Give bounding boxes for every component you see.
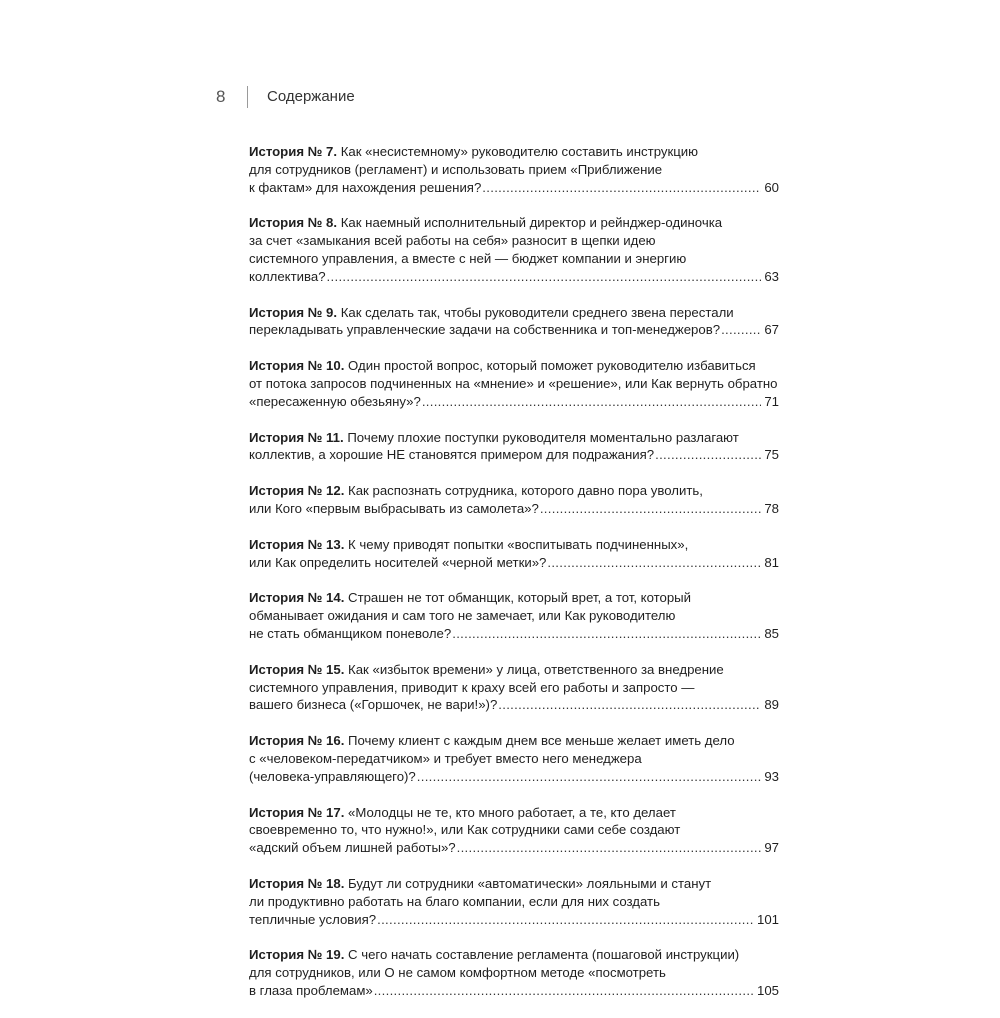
toc-entry[interactable] [249, 536, 779, 572]
toc-entry[interactable] [249, 661, 779, 714]
toc-entry-first-line [249, 143, 779, 161]
toc-entry[interactable] [249, 143, 779, 196]
toc-entry-first-line [249, 357, 779, 375]
toc-entry-text: Как сделать так, чтобы руководители среднего звена перестали [337, 304, 734, 320]
toc-entry-line: для сотрудников, или О не самом комфортном методе «посмотреть [249, 965, 666, 981]
toc-page-number[interactable]: 93 [764, 768, 779, 784]
toc-entry-text: перекладывать управленческие задачи на собственника и топ-менеджеров? [249, 322, 721, 338]
toc-entry-last-line [249, 554, 779, 572]
dot-leader [327, 268, 762, 286]
toc-entry-line: системного управления, приводит к краху всей его работы и запросто — [249, 679, 695, 695]
toc-entry-text: Как «избыток времени» у лица, ответственного за внедрение [344, 661, 724, 677]
toc-entry[interactable] [249, 804, 779, 857]
toc-entry-text: тепличные условия? [249, 911, 377, 927]
dot-leader [417, 768, 762, 786]
dot-leader [482, 179, 761, 197]
toc-entry[interactable] [249, 304, 779, 340]
toc-entry-last-line [249, 696, 779, 714]
toc-entry-label: История № 10. [249, 358, 345, 374]
toc-entry-label: История № 9. [249, 304, 338, 320]
toc-entry-text: Почему клиент с каждым днем все меньше желает иметь дело [344, 733, 735, 749]
toc-entry-text: Будут ли сотрудники «автоматически» лояльными и станут [344, 875, 712, 891]
toc-entry-label: История № 19. [249, 947, 345, 963]
running-header [0, 84, 1000, 110]
toc-entry-text: К чему приводят попытки «воспитывать подчиненных», [344, 536, 689, 552]
toc-entry-label: История № 15. [249, 661, 345, 677]
toc-entry-text: не стать обманщиком поневоле? [249, 625, 452, 641]
toc-entry-label: История № 16. [249, 733, 345, 749]
dot-leader [452, 625, 761, 643]
toc-entry-first-line [249, 536, 779, 554]
toc-entry-label: История № 14. [249, 590, 345, 606]
toc-page-number[interactable]: 67 [764, 322, 779, 338]
toc-page-number[interactable]: 89 [764, 697, 779, 713]
toc-entry-last-line [249, 768, 779, 786]
toc-entry-text: коллектива? [249, 268, 326, 284]
table-of-contents [249, 143, 779, 1018]
toc-entry[interactable] [249, 732, 779, 785]
dot-leader [540, 500, 761, 518]
toc-entry-first-line [249, 661, 779, 679]
toc-entry-last-line [249, 911, 779, 929]
toc-entry-text: «Молодцы не те, кто много работает, а те, кто делает [344, 804, 676, 820]
toc-entry[interactable] [249, 429, 779, 465]
toc-entry-text: в глаза проблемам» [249, 982, 373, 998]
toc-page-number[interactable]: 75 [764, 447, 779, 463]
toc-entry[interactable] [249, 357, 779, 410]
toc-entry-label: История № 18. [249, 875, 345, 891]
dot-leader [655, 446, 761, 464]
toc-entry-first-line [249, 875, 779, 893]
dot-leader [374, 982, 754, 1000]
dot-leader [422, 393, 762, 411]
toc-entry-last-line [249, 446, 779, 464]
toc-page-number[interactable]: 71 [764, 393, 779, 409]
toc-entry-text: вашего бизнеса («Горшочек, не вари!»)? [249, 697, 498, 713]
toc-entry-text: «пересаженную обезьяну»? [249, 393, 421, 409]
toc-entry-label: История № 13. [249, 536, 345, 552]
toc-entry-label: История № 11. [249, 429, 344, 445]
dot-leader [721, 321, 761, 339]
toc-entry-text: коллектив, а хорошие НЕ становятся примером для подражания? [249, 447, 655, 463]
toc-page-number[interactable]: 105 [756, 982, 779, 998]
toc-entry-label: История № 7. [249, 144, 338, 159]
toc-entry-text: «адский объем лишней работы»? [249, 840, 456, 856]
toc-entry-label: История № 17. [249, 804, 345, 820]
toc-entry-first-line [249, 304, 779, 322]
toc-entry[interactable] [249, 946, 779, 999]
toc-entry-last-line [249, 268, 779, 286]
toc-entry-line: с «человеком-передатчиком» и требует вместо него менеджера [249, 750, 642, 766]
toc-page-number[interactable]: 78 [764, 500, 779, 516]
section-title: Содержание [267, 88, 355, 105]
toc-entry-line: обманывает ожидания и сам того не замечает, или Как руководителю [249, 608, 676, 624]
toc-page-number[interactable]: 63 [764, 268, 779, 284]
toc-entry[interactable] [249, 482, 779, 518]
dot-leader [547, 554, 761, 572]
toc-entry-first-line [249, 589, 779, 607]
toc-entry-text: Один простой вопрос, который поможет руководителю избавиться [344, 358, 756, 374]
toc-entry[interactable] [249, 214, 779, 285]
toc-entry[interactable] [249, 875, 779, 928]
toc-page-number[interactable]: 85 [764, 625, 779, 641]
toc-entry-text: или Как определить носителей «черной метки»? [249, 554, 547, 570]
toc-entry[interactable] [249, 589, 779, 642]
header-divider [247, 86, 248, 108]
dot-leader [377, 911, 754, 929]
toc-entry-label: История № 12. [249, 483, 345, 499]
dot-leader [498, 696, 761, 714]
toc-entry-last-line [249, 393, 779, 411]
toc-entry-last-line [249, 500, 779, 518]
toc-entry-line: ли продуктивно работать на благо компании, если для них создать [249, 893, 660, 909]
toc-entry-line: системного управления, а вместе с ней — бюджет компании и энергию [249, 250, 687, 266]
toc-entry-line: от потока запросов подчиненных на «мнение» и «решение», или Как вернуть обратно [249, 375, 778, 391]
toc-entry-first-line [249, 482, 779, 500]
toc-page-number[interactable]: 97 [764, 840, 779, 856]
toc-entry-last-line [249, 179, 779, 197]
toc-entry-last-line [249, 321, 779, 339]
toc-entry-text: (человека-управляющего)? [249, 768, 416, 784]
toc-entry-text: Как распознать сотрудника, которого давно пора уволить, [344, 483, 703, 499]
toc-entry-first-line [249, 804, 779, 822]
toc-entry-text: Как наемный исполнительный директор и рейнджер-одиночка [337, 215, 723, 231]
toc-entry-text: к фактам» для нахождения решения? [249, 179, 482, 195]
toc-entry-first-line [249, 732, 779, 750]
toc-entry-first-line [249, 214, 779, 232]
toc-entry-first-line [249, 946, 779, 964]
toc-entry-text: Страшен не тот обманщик, который врет, а тот, который [344, 590, 692, 606]
toc-entry-text: Как «несистемному» руководителю составить инструкцию [337, 144, 699, 159]
toc-entry-text: Почему плохие поступки руководителя моментально разлагают [343, 429, 739, 445]
toc-entry-line: для сотрудников (регламент) и использовать прием «Приближение [249, 161, 663, 177]
toc-entry-line: своевременно то, что нужно!», или Как сотрудники сами себе создают [249, 822, 681, 838]
page-number: 8 [216, 87, 226, 106]
toc-entry-last-line [249, 625, 779, 643]
toc-entry-line: за счет «замыкания всей работы на себя» разносит в щепки идею [249, 233, 656, 249]
toc-entry-text: С чего начать составление регламента (пошаговой инструкции) [344, 947, 740, 963]
toc-page-number[interactable]: 81 [764, 554, 779, 570]
toc-entry-label: История № 8. [249, 215, 338, 231]
toc-entry-last-line [249, 839, 779, 857]
toc-entry-last-line [249, 982, 779, 1000]
toc-entry-first-line [249, 429, 779, 447]
toc-page-number[interactable]: 60 [764, 179, 779, 195]
dot-leader [457, 839, 762, 857]
toc-page-number[interactable]: 101 [756, 911, 779, 927]
toc-entry-text: или Кого «первым выбрасывать из самолета»? [249, 500, 539, 516]
